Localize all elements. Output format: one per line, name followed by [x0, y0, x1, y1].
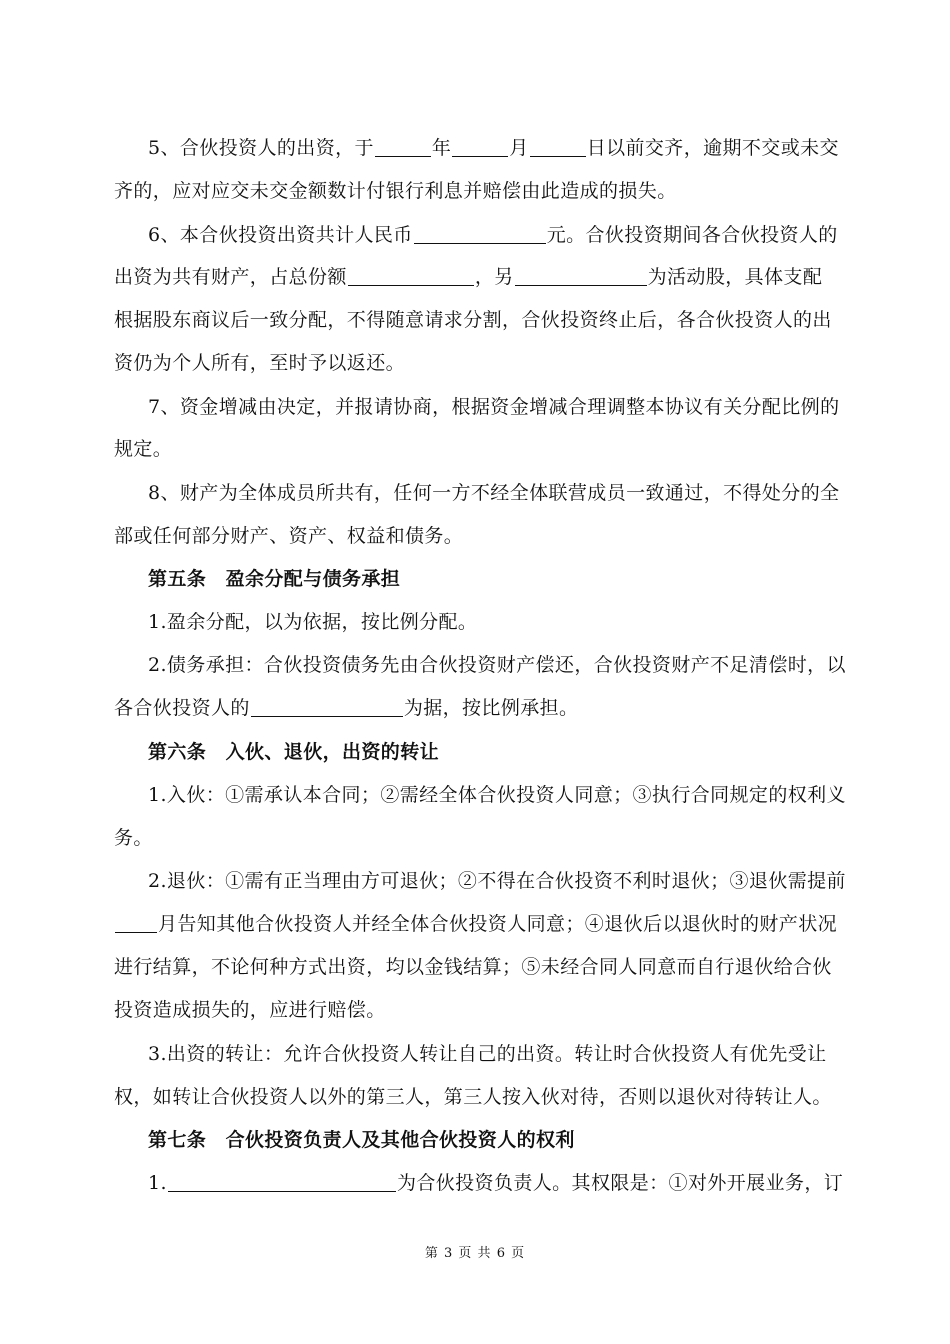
text: 日以前交齐，逾期不交或未交: [586, 137, 839, 159]
clause-7-line-2: 规定。: [114, 438, 173, 460]
article-5-heading: 第五条 盈余分配与债务承担: [148, 568, 401, 590]
clause-6-line-2: [114, 266, 822, 288]
blank-month: [452, 137, 508, 157]
article-6-p2-line-4: 投资造成损失的，应进行赔偿。: [114, 999, 386, 1021]
article-6-p3-line-2: 权，如转让合伙投资人以外的第三人，第三人按入伙对待，否则以退伙对待转让人。: [114, 1086, 832, 1108]
clause-8-line-2: 部或任何部分财产、资产、权益和债务。: [114, 525, 464, 547]
clause-8-line-1: 8、财产为全体成员所共有，任何一方不经全体联营成员一致通过，不得处分的全: [148, 482, 840, 504]
blank-active-share: [515, 266, 647, 286]
article-5-p2-line-2: [114, 697, 578, 719]
text: 各合伙投资人的: [114, 697, 250, 719]
clause-6-line-1: [148, 224, 838, 246]
text: 月: [509, 137, 529, 159]
clause-7-line-1: 7、资金增减由决定，并报请协商，根据资金增减合理调整本协议有关分配比例的: [148, 396, 840, 418]
article-5-p1: 1.盈余分配，以为依据，按比例分配。: [148, 611, 478, 633]
text: 5、合伙投资人的出资，于: [148, 137, 374, 159]
blank-share: [348, 266, 474, 286]
text: 出资为共有财产，占总份额: [114, 266, 347, 288]
text: 1.: [148, 1172, 167, 1194]
text: 为合伙投资负责人。其权限是：①对外开展业务，订: [396, 1172, 844, 1194]
article-6-p2-line-2: [114, 913, 837, 935]
article-7-heading: 第七条 合伙投资负责人及其他合伙投资人的权利: [148, 1129, 575, 1151]
article-6-p2-line-3: 进行结算，不论何种方式出资，均以金钱结算；⑤未经合同人同意而自行退伙给合伙: [114, 956, 832, 978]
clause-6-line-3: 根据股东商议后一致分配，不得随意请求分割，合伙投资终止后，各合伙投资人的出: [114, 309, 832, 331]
text: 年: [431, 137, 452, 159]
clause-5-line-2: 齐的，应对应交未交金额数计付银行利息并赔偿由此造成的损失。: [114, 180, 677, 202]
article-6-p3-line-1: 3.出资的转让：允许合伙投资人转让自己的出资。转让时合伙投资人有优先受让: [148, 1043, 827, 1065]
clause-6-line-4: 资仍为个人所有，至时予以返还。: [114, 352, 406, 374]
text: 6、本合伙投资出资共计人民币: [148, 224, 413, 246]
page-number: 第 3 页 共 6 页: [424, 1246, 526, 1261]
blank-months: [115, 913, 157, 933]
article-7-p1-line-1: [148, 1172, 843, 1194]
text: 为活动股，具体支配: [647, 266, 823, 288]
blank-day: [530, 137, 586, 157]
blank-manager-name: [168, 1172, 396, 1192]
clause-5-line-1: [148, 137, 839, 159]
article-5-p2-line-1: 2.债务承担：合伙投资债务先由合伙投资财产偿还，合伙投资财产不足清偿时，以: [148, 654, 846, 676]
text: 月告知其他合伙投资人并经全体合伙投资人同意；④退伙后以退伙时的财产状况: [158, 913, 838, 935]
blank-total-amount: [414, 224, 546, 244]
blank-basis: [251, 697, 403, 717]
article-6-p1-line-2: 务。: [114, 827, 153, 849]
text: 元。合伙投资期间各合伙投资人的: [546, 224, 838, 246]
blank-year: [375, 137, 431, 157]
article-6-p1-line-1: 1.入伙：①需承认本合同；②需经全体合伙投资人同意；③执行合同规定的权利义: [148, 784, 846, 806]
text: ，另: [474, 266, 514, 288]
article-6-p2-line-1: 2.退伙：①需有正当理由方可退伙；②不得在合伙投资不利时退伙；③退伙需提前: [148, 870, 846, 892]
text: 为据，按比例承担。: [403, 697, 579, 719]
article-6-heading: 第六条 入伙、退伙，出资的转让: [148, 741, 440, 763]
